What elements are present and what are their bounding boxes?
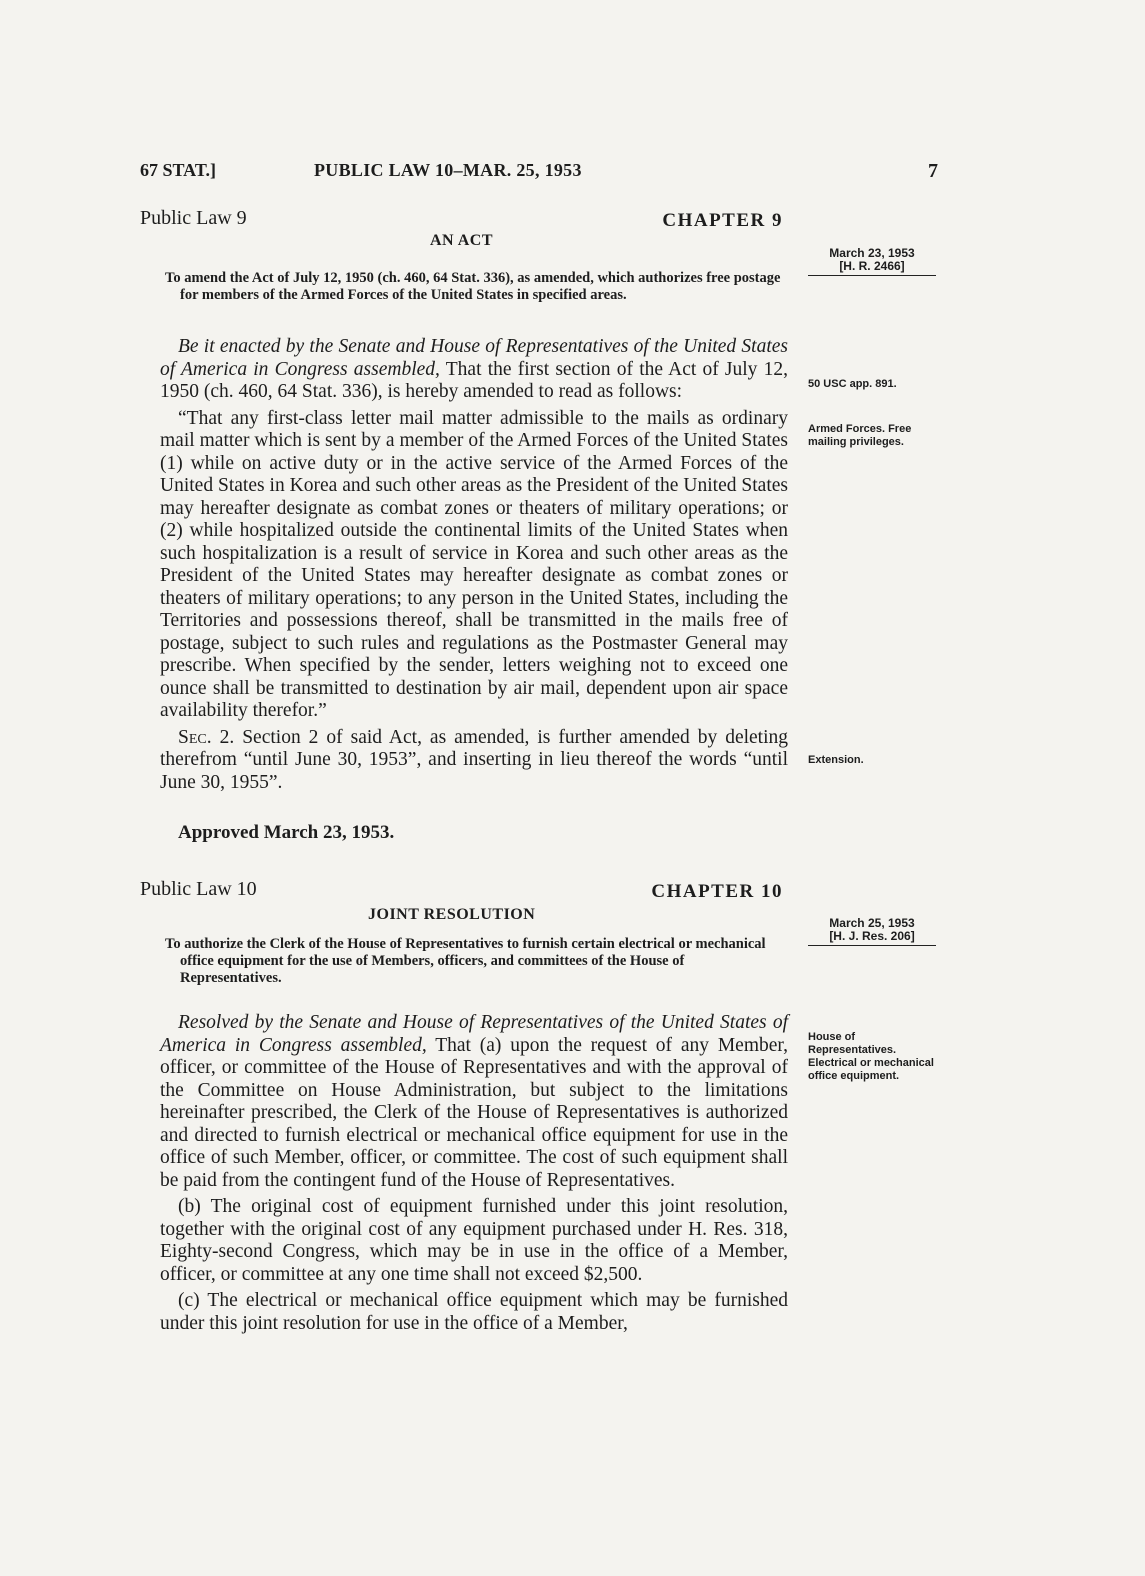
- law9-margin-usc: 50 USC app. 891.: [808, 378, 897, 390]
- law9-quoted-text: “That any first-class letter mail matter admissible to the mails as ordinary mail matter which is sent by a member of the Armed Forces of the United States (1) while on active duty or in the active service of the Armed Forces of the United States in Korea and such other areas as the President of the United States may hereafter designate as combat zones or theaters of military operations; or (2) while hospitalized outside the continental limits of the United States when such hospitalization is a result of service in Korea and such other areas as the President of the United States may hereafter designate as combat zones or theaters of military operations; to any person in the United States, including the Territories and possessions thereof, shall be transmitted in the mails free of postage, subject to such rules and regulations as the Postmaster General may prescribe. When specified by the sender, letters weighing not to exceed one ounce shall be transmitted to destination by air mail, dependent upon air space availability therefor.”: [160, 407, 788, 721]
- law9-sec2-text: Section 2 of said Act, as amended, is further amended by deleting therefrom “until June 30, 1953”, and inserting in lieu thereof the words “until June 30, 1955”.: [160, 726, 789, 793]
- law9-margin-armed: Armed Forces. Free mailing privileges.: [808, 423, 912, 448]
- law10-para-b: (b) The original cost of equipment furnished under this joint resolution, together with the original cost of any equipment purchased under H. Res. 318, Eighty-second Congress, which may be in use in the office of a Member, officer, or committee at any one time shall not exceed $2,500.: [160, 1196, 788, 1285]
- law10-date: March 25, 1953: [829, 916, 915, 930]
- law9-date-block: [808, 247, 936, 276]
- law9-bill: [H. R. 2466]: [839, 259, 905, 273]
- law10-act-type: JOINT RESOLUTION: [368, 906, 536, 923]
- law9-summary: [165, 270, 785, 304]
- law9-act-type: AN ACT: [430, 232, 494, 249]
- law9-margin-extension: Extension.: [808, 754, 864, 766]
- law10-summary: [165, 936, 785, 987]
- law9-enact-italic: Be it enacted by the Senate and House of Representatives of the United States of America in Congress assembled,: [160, 336, 788, 380]
- law10-label: Public Law 10: [140, 878, 257, 900]
- law9-section-2: [160, 727, 788, 795]
- law9-label: Public Law 9: [140, 207, 247, 229]
- statute-volume: 67 STAT.]: [140, 160, 217, 180]
- law10-para-c: (c) The electrical or mechanical office equipment which may be furnished under this joint resolution for use in the office of a Member,: [160, 1290, 788, 1334]
- law9-chapter: CHAPTER 9: [662, 210, 783, 231]
- law10-para-a: That (a) upon the request of any Member, officer, or committee of the House of Representatives and with the approval of the Committee on House Administration, but subject to the limitations hereinafter prescribed, the Clerk of the House of Representatives is authorized and directed to furnish electrical or mechanical office equipment for use in the office of such Member, officer, or committee. The cost of such equipment shall be paid from the contingent fund of the House of Representatives.: [160, 1034, 788, 1191]
- law9-body: [160, 336, 788, 798]
- law10-bill: [H. J. Res. 206]: [829, 929, 915, 943]
- law10-resolved-italic: Resolved by the Senate and House of Representatives of the United States of America in Congress assembled,: [160, 1012, 788, 1056]
- law9-date: March 23, 1953: [829, 246, 915, 260]
- law10-chapter: CHAPTER 10: [651, 881, 783, 902]
- law10-resolving-clause: [160, 1012, 788, 1192]
- law9-enact-rest: That the first section of the Act of July 12, 1950 (ch. 460, 64 Stat. 336), is hereby amended to read as follows:: [160, 358, 789, 402]
- law9-summary-text: To amend the Act of July 12, 1950 (ch. 460, 64 Stat. 336), as amended, which authorizes free postage for members of the Armed Forces of the United States in specified areas.: [165, 270, 781, 303]
- running-header: [140, 160, 938, 184]
- running-title: PUBLIC LAW 10–MAR. 25, 1953: [314, 160, 582, 180]
- law10-body: [160, 1012, 788, 1339]
- page-number: 7: [928, 160, 938, 182]
- law10-summary-text: To authorize the Clerk of the House of Representatives to furnish certain electrical or mechanical office equipment for the use of Members, officers, and committees of the House of Representatives.: [165, 936, 766, 986]
- law10-date-block: [808, 917, 936, 946]
- law9-sec2-label: Sec. 2.: [178, 726, 235, 748]
- law10-margin-house: House of Representatives. Electrical or mechanical office equipment.: [808, 1031, 934, 1082]
- law9-approved: Approved March 23, 1953.: [178, 822, 395, 843]
- law9-enacting-clause: [160, 336, 788, 404]
